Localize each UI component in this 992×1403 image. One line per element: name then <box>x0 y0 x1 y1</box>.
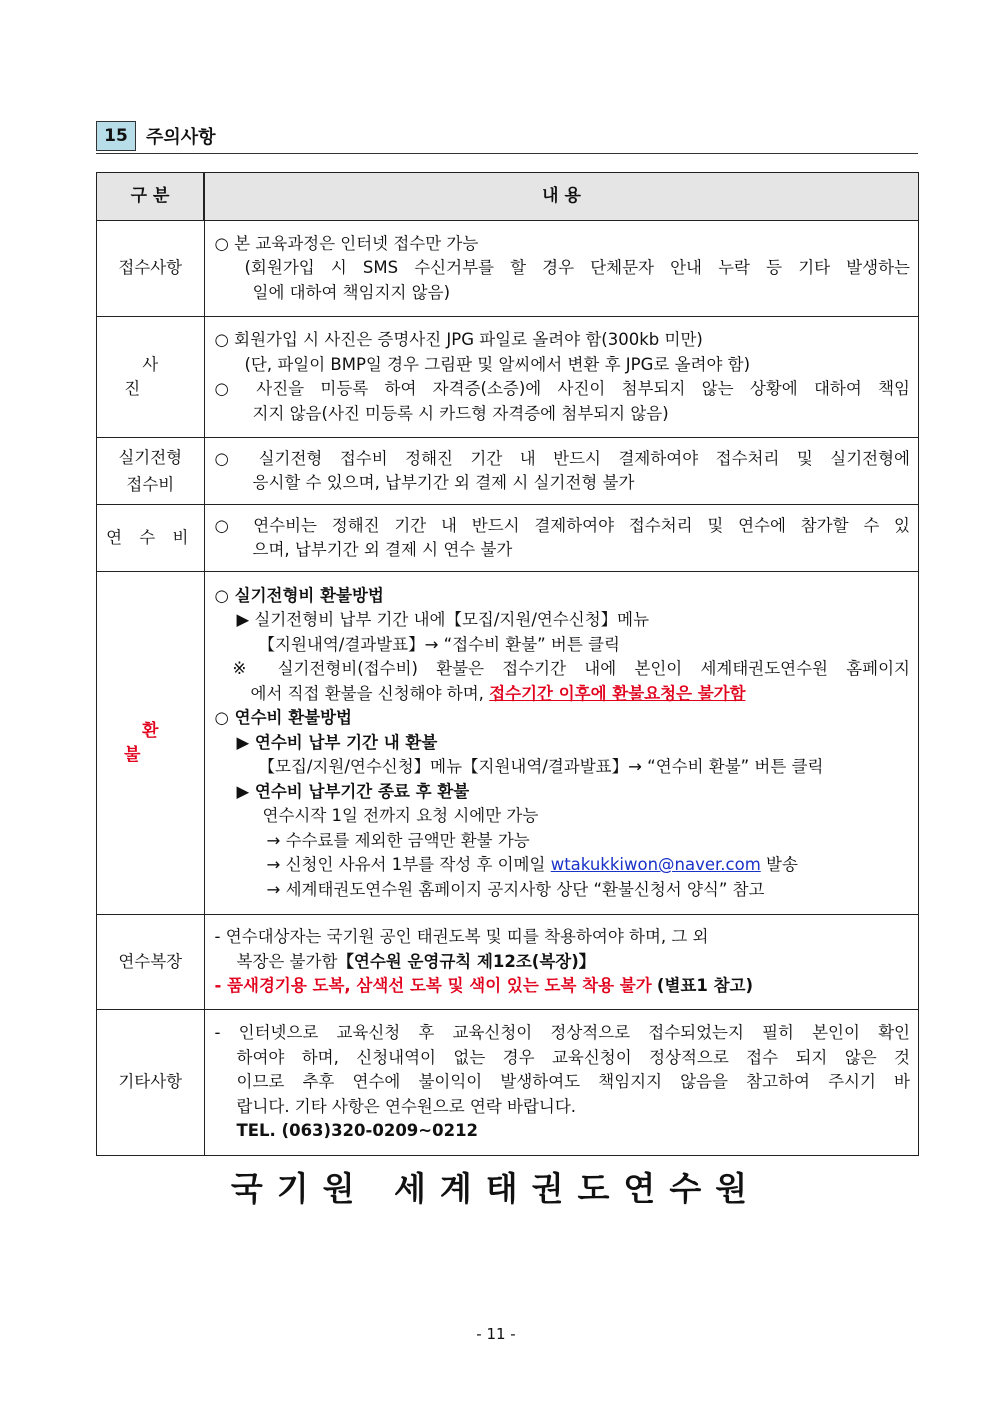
page-number: - 11 - <box>476 1325 516 1343</box>
email-link[interactable]: wtakukkiwon@naver.com <box>550 855 761 875</box>
text-line: 지지 않음(사진 미등록 시 카드형 자격증에 첨부되지 않음) <box>252 403 669 423</box>
text-line: ※ 실기전형비(접수비) 환불은 접수기간 내에 본인이 세계태권도연수원 홈페이지 <box>232 659 910 679</box>
text-line: 하여야 하며, 신청내역이 없는 경우 교육신청이 정상적으로 접수 되지 않은 것 <box>236 1047 910 1067</box>
uniform-content <box>204 915 919 1010</box>
text-line: 이므로 추후 연수에 불이익이 발생하여도 책임지지 않음을 참고하여 주시기 바 <box>236 1072 910 1092</box>
exam-fee-label: 실기전형 접수비 <box>97 438 205 505</box>
text-line: - 품새경기용 도복, 삼색선 도복 및 색이 있는 도복 착용 불가 (별표1 참고) <box>214 976 753 996</box>
uniform-label: 연수복장 <box>97 915 205 1010</box>
organization-title: 국기원 세계태권도연수원 <box>230 1169 762 1208</box>
text-line: 에서 직접 환불을 신청해야 하며, 접수기간 이후에 환불요청은 불가함 <box>250 683 746 703</box>
text-line: → 세계태권도연수원 홈페이지 공지사항 상단 “환불신청서 양식” 참고 <box>266 879 765 899</box>
text-line: ○ 실기전형 접수비 정해진 기간 내 반드시 결제하여야 접수처리 및 실기전형에 <box>214 448 910 468</box>
text-line: → 신청인 사유서 1부를 작성 후 이메일 wtakukkiwon@naver.com 발송 <box>266 855 798 875</box>
row-refund <box>97 572 919 915</box>
row-photo <box>97 317 919 438</box>
refund-label: 환 불 <box>97 572 205 915</box>
text-line: ▶ 실기전형비 납부 기간 내에【모집/지원/연수신청】메뉴 <box>236 610 650 630</box>
text-line: ▶ 연수비 납부기간 종료 후 환불 <box>236 781 470 801</box>
etc-label: 기타사항 <box>97 1010 205 1156</box>
text-line: ○ 연수비는 정해진 기간 내 반드시 결제하여야 접수처리 및 연수에 참가할 수 있 <box>214 515 910 535</box>
table-header-row <box>97 173 919 221</box>
text-line: ○ 사진을 미등록 하여 자격증(소증)에 사진이 첨부되지 않는 상황에 대하여 책임 <box>214 379 910 398</box>
section-number: 15 <box>96 121 136 151</box>
row-uniform <box>97 915 919 1010</box>
reception-label: 접수사항 <box>97 221 205 317</box>
text-line: 복장은 불가함【연수원 운영규칙 제12조(복장)】 <box>236 951 596 971</box>
training-fee-content <box>204 505 919 572</box>
header-category: 구 분 <box>97 173 205 221</box>
exam-fee-content <box>204 438 919 505</box>
tel-number: TEL. (063)320-0209~0212 <box>236 1121 479 1141</box>
photo-content <box>204 317 919 438</box>
photo-label: 사 진 <box>97 317 205 438</box>
notice-table <box>96 172 919 1156</box>
text-line: 랍니다. 기타 사항은 연수원으로 연락 바랍니다. <box>236 1096 577 1116</box>
text-line: 연수시작 1일 전까지 요청 시에만 가능 <box>262 806 539 826</box>
text-line: - 인터넷으로 교육신청 후 교육신청이 정상적으로 접수되었는지 필히 본인이 확인 <box>214 1023 910 1043</box>
row-reception <box>97 221 919 317</box>
refund-warning: 접수기간 이후에 환불요청은 불가함 <box>489 683 746 703</box>
header-content: 내 용 <box>204 173 919 221</box>
text-line: → 수수료를 제외한 금액만 환불 가능 <box>266 830 530 850</box>
text-line: (단, 파일이 BMP일 경우 그림판 및 알씨에서 변환 후 JPG로 올려야 함) <box>244 354 751 374</box>
text-line: 일에 대하여 책임지지 않음) <box>252 282 451 302</box>
text-line: ○ 연수비 환불방법 <box>214 708 352 728</box>
text-line: ▶ 연수비 납부 기간 내 환불 <box>236 732 438 752</box>
text-line: ○ 실기전형비 환불방법 <box>214 585 384 605</box>
section-title: 주의사항 <box>146 127 216 148</box>
row-etc <box>97 1010 919 1156</box>
row-training-fee <box>97 505 919 572</box>
text-line: 【지원내역/결과발표】→ “접수비 환불” 버튼 클릭 <box>258 634 620 654</box>
refund-content <box>204 572 919 915</box>
text-line: 【모집/지원/연수신청】메뉴【지원내역/결과발표】→ “연수비 환불” 버튼 클릭 <box>258 757 824 777</box>
reception-content <box>204 221 919 317</box>
text-line: 으며, 납부기간 외 결제 시 연수 불가 <box>252 540 513 559</box>
row-exam-fee <box>97 438 919 505</box>
text-line: - 연수대상자는 국기원 공인 태권도복 및 띠를 착용하여야 하며, 그 외 <box>214 927 709 947</box>
etc-content <box>204 1010 919 1156</box>
text-line: ○ 회원가입 시 사진은 증명사진 JPG 파일로 올려야 함(300kb 미만) <box>214 330 703 349</box>
section-heading <box>96 121 918 154</box>
training-fee-label: 연 수 비 <box>97 505 205 572</box>
text-line: (회원가입 시 SMS 수신거부를 할 경우 단체문자 안내 누락 등 기타 발생하는 <box>244 258 910 278</box>
text-line: 응시할 수 있으며, 납부기간 외 결제 시 실기전형 불가 <box>252 473 635 492</box>
text-line: ○ 본 교육과정은 인터넷 접수만 가능 <box>214 233 479 253</box>
